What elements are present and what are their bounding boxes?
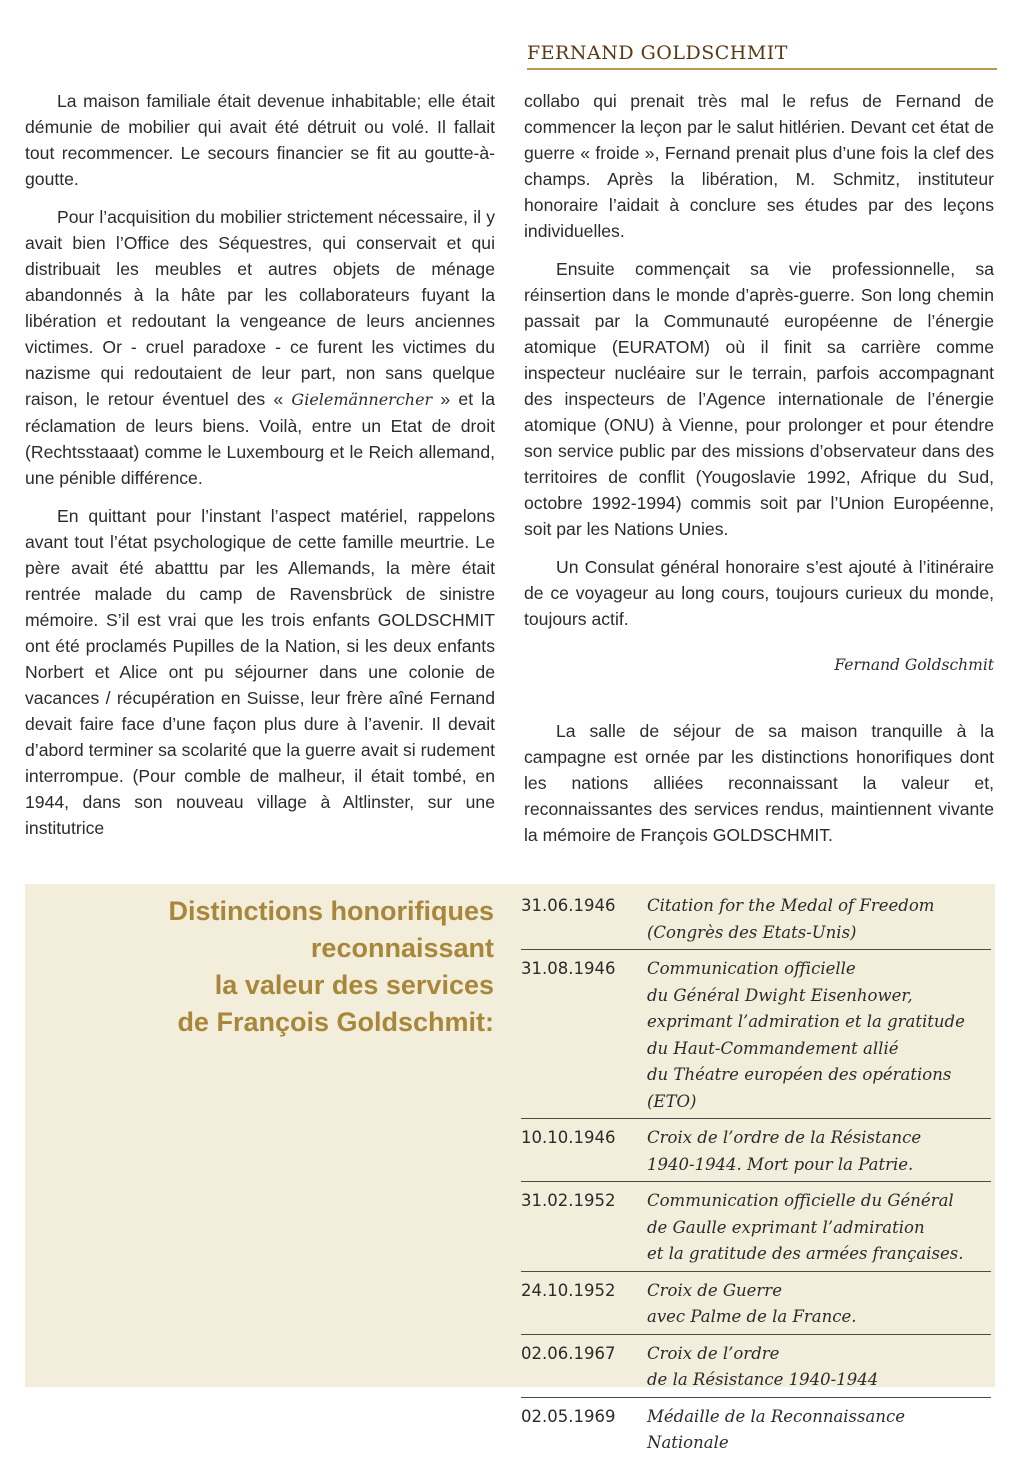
- award-description: Croix de l’ordre de la Résistance 1940-1944: [647, 1343, 879, 1389]
- award-date: 31.06.1946: [521, 896, 616, 915]
- award-row: [521, 1125, 991, 1182]
- title-line: la valeur des services: [214, 970, 494, 1000]
- paragraph: collabo qui prenait très mal le refus de Fernand de commencer la leçon par le salut hitlérien. Devant cet état de guerre « froide », Fernand prenait plus d’une fois la clef des champs. Après la libération, M. Schmitz, instituteur honoraire l’aidait à conclure ses études par des leçons individuelles.: [524, 91, 994, 241]
- award-row: [521, 1404, 991, 1460]
- distinctions-title: [100, 893, 494, 1041]
- award-date: 02.05.1969: [521, 1406, 616, 1426]
- award-row: [521, 956, 991, 1119]
- award-date: 24.10.1952: [521, 1280, 616, 1300]
- title-line: Distinctions honorifiques: [168, 896, 494, 926]
- award-date: 31.02.1952: [521, 1191, 616, 1210]
- awards-list: [521, 893, 991, 1466]
- paragraph: Un Consulat général honoraire s’est ajouté à l’itinéraire de ce voyageur au long cours, toujours curieux du monde, toujours actif.: [524, 557, 994, 629]
- italic-term: Gielemännercher: [291, 390, 433, 409]
- running-title: FERNAND GOLDSCHMIT: [527, 42, 788, 64]
- award-date: 10.10.1946: [521, 1128, 616, 1147]
- paragraph: La maison familiale était devenue inhabitable; elle était démunie de mobilier qui avait été détruit ou volé. Il fallait tout recommencer. Le secours financier se fit au goutte-à-goutte.: [25, 91, 495, 189]
- award-description: Citation for the Medal of Freedom (Congrès des Etats-Unis): [647, 896, 935, 942]
- award-date: 02.06.1967: [521, 1343, 616, 1363]
- award-description: Médaille de la Reconnaissance Nationale: [647, 1406, 905, 1452]
- title-line: reconnaissant: [310, 933, 494, 963]
- award-row: [521, 1278, 991, 1335]
- left-column: [25, 88, 495, 853]
- paragraph: [25, 204, 495, 491]
- author-signature: Fernand Goldschmit: [834, 656, 994, 674]
- header-rule: [527, 68, 997, 70]
- award-description: Communication officielle du Général de Gaulle exprimant l’admiration et la gratitude des armées françaises.: [647, 1191, 964, 1263]
- paragraph: Ensuite commençait sa vie professionnelle, sa réinsertion dans le monde d’après-guerre. Son long chemin passait par la Communauté européenne de l’énergie atomique (EURATOM) où il finit sa carrière comme inspecteur nucléaire sur le terrain, parfois accompagnant des inspecteurs de l’Agence internationale de l’énergie atomique (ONU) à Vienne, pour prolonger et pour étendre son service public par des missions d’observateur dans des territoires de conflit (Yougoslavie 1992, Afrique du Sud, octobre 1992-1994) commis soit par l’Union Européenne, soit par les Nations Unies.: [524, 259, 994, 539]
- paragraph: En quittant pour l’instant l’aspect matériel, rappelons avant tout l’état psychologique de cette famille meurtrie. Le père avait été abatttu par les Allemands, la mère était rentrée malade du camp de Ravensbrück de sinistre mémoire. S’il est vrai que les trois enfants GOLDSCHMIT ont été proclamés Pupilles de la Nation, si les deux enfants Norbert et Alice ont pu séjourner dans une colonie de vacances / récupération en Suisse, leur frère aîné Fernand devait faire face d’une façon plus dure à l’avenir. Il devait d’abord terminer sa scolarité que la guerre avait si rudement interrompue. (Pour comble de malheur, il était tombé, en 1944, dans son nouveau village à Altlinster, sur une institutrice: [25, 506, 495, 838]
- paragraph-text: Pour l’acquisition du mobilier strictement nécessaire, il y avait bien l’Office des Séquestres, qui conservait et qui distribuait les meubles et autres objets de ménage abandonnés à la hâte par les collaborateurs fuyant la libération et redoutant la vengeance de leurs anciennes victimes. Or - cruel paradoxe - ce furent les victimes du nazisme qui redoutaient de leur part, non sans quelque raison, le retour éventuel des «: [25, 207, 495, 409]
- award-description: Communication officielle du Général Dwight Eisenhower, exprimant l’admiration et la gratitude du Haut-Commandement allié du Théatre européen des opérations (ETO): [647, 959, 965, 1111]
- award-row: [521, 893, 991, 950]
- paragraph-text: » et la réclamation de leurs biens. Voilà, entre un Etat de droit (Rechtsstaaat) comme le Luxembourg et le Reich allemand, une pénible différence.: [25, 389, 495, 488]
- award-row: [521, 1188, 991, 1272]
- award-description: Croix de Guerre avec Palme de la France.: [647, 1280, 857, 1326]
- award-row: [521, 1341, 991, 1398]
- award-date: 31.08.1946: [521, 959, 616, 978]
- award-description: Croix de l’ordre de la Résistance 1940-1944. Mort pour la Patrie.: [647, 1128, 922, 1174]
- title-line: de François Goldschmit:: [177, 1007, 494, 1037]
- paragraph: La salle de séjour de sa maison tranquille à la campagne est ornée par les distinctions honorifiques dont les nations alliées reconnaissant la valeur et, reconnaissantes des services rendus, maintiennent vivante la mémoire de François GOLDSCHMIT.: [524, 721, 994, 845]
- right-column: [524, 88, 994, 860]
